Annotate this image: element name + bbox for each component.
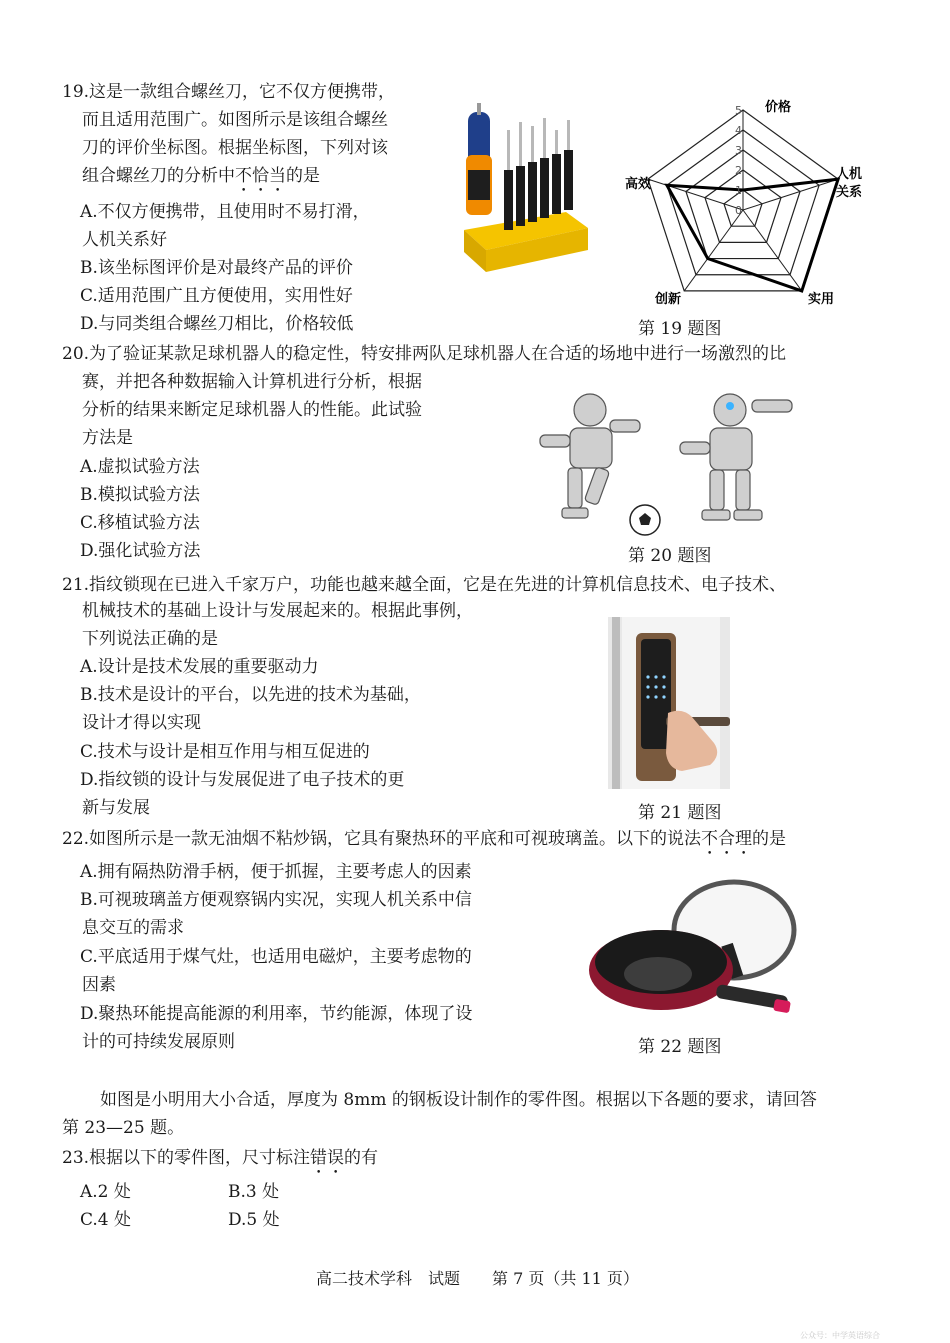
q22-option-a: A.拥有隔热防滑手柄，便于抓握，主要考虑人的因素 [80, 862, 472, 882]
q19-stem-line1: 19.这是一款组合螺丝刀，它不仅方便携带， [62, 82, 396, 102]
q22-option-d: D.聚热环能提高能源的利用率，节约能源，体现了设 [80, 1004, 473, 1024]
q19-option-a-cont: 人机关系好 [82, 230, 167, 250]
radar-data-polygon [667, 179, 838, 291]
radar-axis-line [743, 210, 802, 291]
q19-stem-line4: 组合螺丝刀的分析中不恰当的是 [82, 166, 320, 186]
q23-emphasis: 错误 [310, 1148, 345, 1168]
axis-label-price: 价格 [765, 100, 792, 115]
screwdriver-set-image [456, 100, 596, 280]
radar-chart [615, 90, 875, 310]
q21-stem-line1: 21.指纹锁现在已进入千家万户，功能也越来越全面，它是在先进的计算机信息技术、电子技术、 [62, 575, 787, 595]
q22-option-c-cont: 因素 [82, 975, 116, 995]
q22-option-c: C.平底适用于煤气灶，也适用电磁炉，主要考虑物的 [80, 947, 472, 967]
q21-option-a: A.设计是技术发展的重要驱动力 [80, 657, 319, 677]
q19-option-a: A.不仅方便携带，且使用时不易打滑， [80, 202, 370, 222]
radar-tick-label: 0 [735, 204, 742, 217]
radar-axis-line [684, 210, 743, 291]
page-footer: 高二技术学科 试题 第 7 页（共 11 页） [316, 1269, 639, 1288]
axis-label-human-machine-line2: 关系 [836, 185, 863, 200]
q23-stem: 23.根据以下的零件图，尺寸标注错误的有 [62, 1148, 379, 1168]
fingerprint-lock-image [608, 617, 730, 789]
q19-option-b: B.该坐标图评价是对最终产品的评价 [80, 258, 353, 278]
q22-emphasis: 不合理 [701, 829, 753, 849]
frying-pan-image [586, 870, 801, 1030]
watermark: 公众号：中学英语综合 [800, 1331, 880, 1340]
q19-caption: 第 19 题图 [638, 319, 722, 339]
soccer-robots-image [520, 380, 840, 540]
q20-stem-line1: 20.为了验证某款足球机器人的稳定性，特安排两队足球机器人在合适的场地中进行一场激烈的比 [62, 344, 787, 364]
q20-option-d: D.强化试验方法 [80, 541, 201, 561]
radar-tick-label: 1 [735, 184, 742, 197]
q21-option-d: D.指纹锁的设计与发展促进了电子技术的更 [80, 770, 405, 790]
q19-stem-line3: 刀的评价坐标图。根据坐标图，下列对该 [82, 138, 388, 158]
axis-label-efficiency: 高效 [625, 177, 652, 192]
q21-stem-line2: 机械技术的基础上设计与发展起来的。根据此事例， [82, 601, 473, 621]
intro-line1: 如图是小明用大小合适，厚度为 8mm 的钢板设计制作的零件图。根据以下各题的要求，请回答 [100, 1090, 817, 1110]
q20-option-a: A.虚拟试验方法 [80, 457, 200, 477]
radar-tick-label: 3 [735, 144, 742, 157]
q20-option-c: C.移植试验方法 [80, 513, 200, 533]
axis-label-practical: 实用 [808, 292, 835, 307]
q23-option-c: C.4 处 [80, 1210, 132, 1230]
intro-line2: 第 23—25 题。 [62, 1118, 185, 1138]
q20-option-b: B.模拟试验方法 [80, 485, 200, 505]
radar-tick-label: 4 [735, 124, 742, 137]
q21-option-b-cont: 设计才得以实现 [82, 713, 201, 733]
q22-caption: 第 22 题图 [638, 1037, 722, 1057]
axis-label-human-machine-line1: 人机 [836, 167, 863, 182]
q21-option-d-cont: 新与发展 [82, 798, 150, 818]
radar-tick-label: 2 [735, 164, 742, 177]
q22-option-b: B.可视玻璃盖方便观察锅内实况，实现人机关系中信 [80, 890, 472, 910]
q22-option-b-cont: 息交互的需求 [82, 918, 184, 938]
q20-stem-line3: 分析的结果来断定足球机器人的性能。此试验 [82, 400, 422, 420]
q23-option-d: D.5 处 [228, 1210, 280, 1230]
q22-option-d-cont: 计的可持续发展原则 [82, 1032, 235, 1052]
radar-tick-label: 5 [735, 104, 742, 117]
q23-option-a: A.2 处 [80, 1182, 131, 1202]
q21-stem-line3: 下列说法正确的是 [82, 629, 218, 649]
q20-caption: 第 20 题图 [628, 546, 712, 566]
q22-stem-line1: 22.如图所示是一款无油烟不粘炒锅，它具有聚热环的平底和可视玻璃盖。以下的说法不合理的是 [62, 829, 787, 849]
q19-stem-line2: 而且适用范围广。如图所示是该组合螺丝 [82, 110, 388, 130]
q19-option-d: D.与同类组合螺丝刀相比，价格较低 [80, 314, 354, 334]
q19-emphasis: 不恰当 [235, 166, 286, 186]
axis-label-innovation: 创新 [655, 292, 682, 307]
q23-option-b: B.3 处 [228, 1182, 280, 1202]
q21-caption: 第 21 题图 [638, 803, 722, 823]
q21-option-c: C.技术与设计是相互作用与相互促进的 [80, 742, 370, 762]
q20-stem-line4: 方法是 [82, 428, 133, 448]
q21-option-b: B.技术是设计的平台，以先进的技术为基础， [80, 685, 421, 705]
q19-option-c: C.适用范围广且方便使用，实用性好 [80, 286, 353, 306]
radar-axis-line [648, 179, 743, 210]
q20-stem-line2: 赛，并把各种数据输入计算机进行分析，根据 [82, 372, 422, 392]
